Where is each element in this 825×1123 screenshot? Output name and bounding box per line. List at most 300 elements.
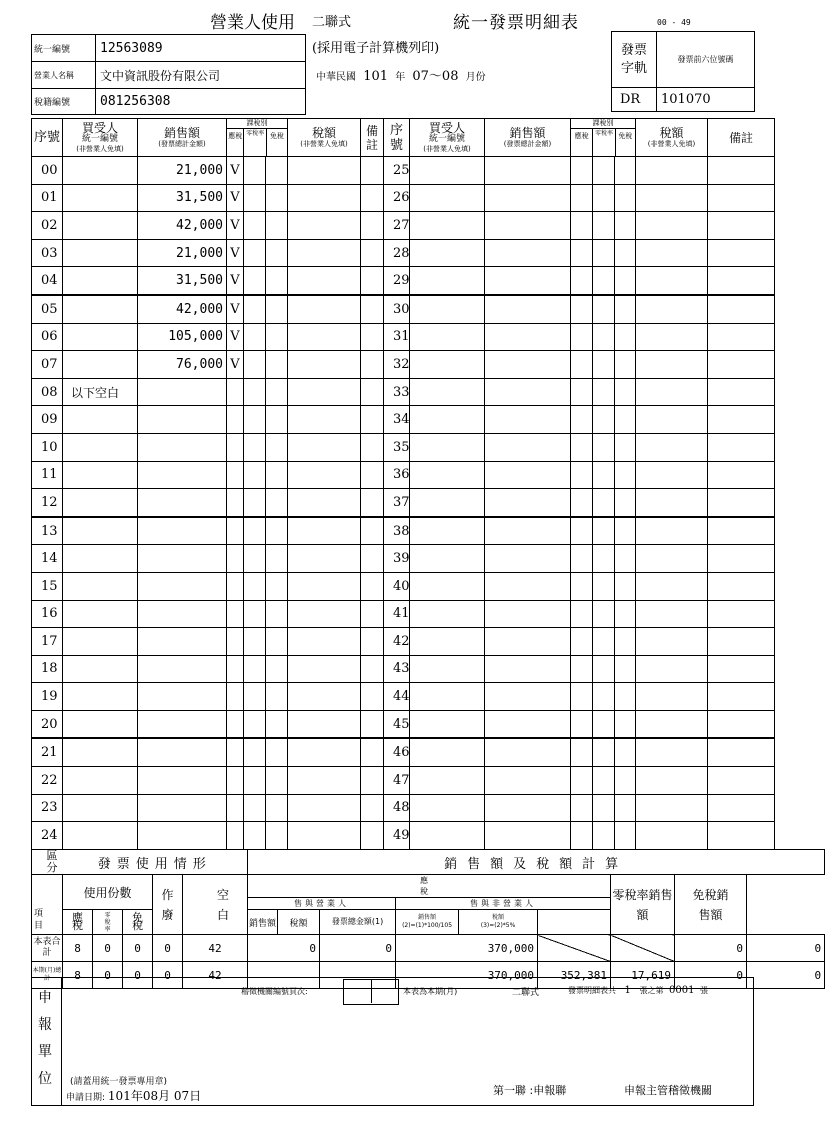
tax-header [288,119,361,157]
remark-cell [361,683,384,711]
seq-cell-right: 39 [384,545,410,573]
tax-cell [288,600,361,628]
amount-cell-right [485,794,571,822]
zero-rate-header: 零稅率 [593,129,615,156]
form-code: 00 - 49 [657,18,691,27]
tax-type-title: 課稅別 [227,119,287,129]
taxable-mark-cell-right [571,267,593,295]
page-label: 稽徵機關編號頁次: [241,987,308,996]
remark-cell [361,157,384,185]
to-business-header: 售與營業人 [248,898,396,910]
amount-cell [138,461,227,489]
taxable-mark-cell-right [571,738,593,766]
zero-rate-cell [244,184,266,212]
seq-cell-right: 48 [384,794,410,822]
tax-cell-right [636,545,708,573]
blank-header: 空白 [183,875,248,935]
exempt-cell-right [615,157,636,185]
seq-cell-right: 31 [384,323,410,351]
tax-cell [288,295,361,323]
sum-taxable-header: 應稅 [63,910,93,935]
amount-cell: 105,000 [138,323,227,351]
taxable-mark-cell-right [571,157,593,185]
amount-cell-right [485,378,571,406]
invoice-track-box [611,31,755,112]
tax-cell-right [636,683,708,711]
sales-formula-header: 銷售額 (2)=(1)*100/105 [396,910,459,935]
buyer-cell [63,738,138,766]
buyer-header-sub: 統一編號 [81,133,118,144]
buyer-cell-right [410,822,485,850]
remark-cell [361,212,384,240]
exempt-cell-right [615,323,636,351]
table-row [32,822,775,850]
sales-tax-calc-header: 銷售額及稅額計算 [248,850,825,875]
exempt-cell [266,406,288,434]
sales-header-title: 銷售額 [509,126,546,140]
seq-cell: 06 [32,323,63,351]
tax-cell-right [636,184,708,212]
seq-cell: 20 [32,710,63,738]
exempt-cell-right [615,822,636,850]
zero-rate-cell-right [593,323,615,351]
seq-cell: 01 [32,184,63,212]
remark-cell-right [708,378,775,406]
zero-rate-cell [244,655,266,683]
amount-cell-right [485,323,571,351]
taxable-mark-cell-right [571,794,593,822]
exempt-cell-right [615,433,636,461]
buyer-cell-right [410,295,485,323]
taxable-mark-cell-right [571,461,593,489]
amount-cell: 21,000 [138,157,227,185]
amount-cell-right [485,212,571,240]
seq-cell-right: 44 [384,683,410,711]
remark-cell [361,794,384,822]
buyer-header-note: (非營業人免填) [423,144,471,153]
tax-reg-value: 081256308 [96,89,306,115]
declarant-label: 申報單位 [38,990,52,1087]
remark-cell-right [708,628,775,656]
seq-cell: 22 [32,767,63,795]
table-row [32,489,775,517]
amount-cell-right [485,572,571,600]
taxable-mark-cell: V [227,267,244,295]
exempt-cell [266,600,288,628]
buyer-cell [63,767,138,795]
seq-cell: 10 [32,433,63,461]
declaration-divider [61,977,62,1105]
remark-cell [361,184,384,212]
tax-cell-right [636,433,708,461]
seq-cell: 02 [32,212,63,240]
seq-cell-right: 30 [384,295,410,323]
exempt-cell-right [615,683,636,711]
amount-cell-right [485,267,571,295]
exempt-cell [266,489,288,517]
remark-cell-right [708,184,775,212]
buyer-cell-right [410,489,485,517]
tax-cell [288,710,361,738]
seq-cell: 04 [32,267,63,295]
period [316,65,486,84]
tax-id-label: 統一編號 [32,35,96,62]
exempt-cell [266,767,288,795]
remark-cell [361,517,384,545]
exempt-cell-right [615,600,636,628]
buyer-cell-right [410,267,485,295]
row1-sales-void [538,935,611,962]
buyer-cell: 以下空白 [63,378,138,406]
tax-cell [288,517,361,545]
sales-header-right [485,119,571,157]
taxable-mark-cell [227,572,244,600]
exempt-cell-right [615,738,636,766]
remark-cell-right [708,433,775,461]
zero-rate-cell-right [593,212,615,240]
zero-rate-cell [244,295,266,323]
table-row [32,433,775,461]
sales-header-note: (發票總計金額) [158,140,206,148]
remark-cell [361,239,384,267]
buyer-cell [63,683,138,711]
remark-cell-right [708,738,775,766]
row1-exempt: 0 [123,935,153,962]
buyer-cell-right [410,323,485,351]
amount-cell-right [485,710,571,738]
amount-cell [138,433,227,461]
exempt-cell [266,628,288,656]
period-month-unit: 月份 [465,72,486,83]
amount-cell-right [485,655,571,683]
remark-cell-right [708,295,775,323]
tax-cell [288,157,361,185]
zero-rate-cell-right [593,738,615,766]
buyer-cell [63,600,138,628]
buyer-cell-right [410,572,485,600]
remark-cell [361,461,384,489]
item-label: 項目 [32,875,63,935]
tax-cell-right [636,267,708,295]
buyer-cell [63,239,138,267]
title-left: 營業人使用 [210,13,295,33]
seq-cell: 24 [32,822,63,850]
sum-exempt-header: 免稅 [123,910,153,935]
company-info [31,34,306,115]
amount-cell-right [485,517,571,545]
taxable-mark-cell: V [227,184,244,212]
row2-zero-sales: 0 [675,962,747,989]
remark-header-right: 備註 [708,119,775,157]
zero-rate-cell-right [593,295,615,323]
seq-cell: 11 [32,461,63,489]
tax-cell-right [636,461,708,489]
seq-cell-right: 32 [384,351,410,379]
seq-cell-right: 41 [384,600,410,628]
amount-cell [138,822,227,850]
buyer-cell-right [410,461,485,489]
sheet-no: 0001 [669,985,695,996]
buyer-cell-right [410,239,485,267]
tax-cell-right [636,406,708,434]
exempt-cell-right [615,572,636,600]
track-number: 101070 [657,88,755,112]
buyer-cell [63,406,138,434]
seq-cell-right: 38 [384,517,410,545]
tax-cell [288,738,361,766]
summary-table [31,849,825,989]
tax-cell-right [636,628,708,656]
tax-cell-right [636,239,708,267]
buyer-cell-right [410,600,485,628]
remark-cell [361,545,384,573]
biz-sales-header: 銷售額 [248,910,278,935]
seq-cell: 05 [32,295,63,323]
remark-cell-right [708,794,775,822]
zero-rate-cell-right [593,433,615,461]
zero-rate-cell-right [593,683,615,711]
row2-void: 0 [153,962,183,989]
exempt-cell [266,295,288,323]
taxable-mark-cell-right [571,378,593,406]
exempt-cell-right [615,628,636,656]
taxable-mark-cell-right [571,351,593,379]
exempt-cell-right [615,212,636,240]
taxable-mark-cell [227,600,244,628]
remark-cell-right [708,572,775,600]
taxable-mark-cell-right [571,710,593,738]
period-year: 101 [363,69,389,84]
amount-cell-right [485,351,571,379]
seq-cell: 16 [32,600,63,628]
buyer-cell-right [410,351,485,379]
zero-rate-cell-right [593,378,615,406]
buyer-cell [63,157,138,185]
buyer-cell-right [410,517,485,545]
table-row [32,600,775,628]
buyer-cell [63,212,138,240]
seq-cell: 19 [32,683,63,711]
tax-cell-right [636,378,708,406]
exempt-cell-right [615,489,636,517]
row2-blank: 42 [183,962,248,989]
page-title: 統一發票明細表 [453,13,579,33]
seq-cell: 13 [32,517,63,545]
buyer-cell [63,545,138,573]
exempt-cell [266,239,288,267]
exempt-cell-right [615,461,636,489]
amount-cell: 42,000 [138,295,227,323]
exempt-cell [266,184,288,212]
zero-rate-cell-right [593,767,615,795]
remark-cell [361,489,384,517]
amount-cell-right [485,406,571,434]
zero-rate-cell [244,572,266,600]
zero-rate-cell-right [593,628,615,656]
tax-cell [288,378,361,406]
tax-cell-right [636,767,708,795]
print-note: (採用電子計算機列印) [312,41,440,56]
tax-header-note: (非營業人免填) [300,140,348,148]
amount-cell: 31,500 [138,267,227,295]
zero-rate-cell-right [593,489,615,517]
zero-rate-cell [244,600,266,628]
table-row [32,212,775,240]
row1-biz-tax: 0 [320,935,396,962]
exempt-cell [266,212,288,240]
seq-cell-right: 47 [384,767,410,795]
remark-cell-right [708,767,775,795]
remark-cell-right [708,655,775,683]
zero-rate-sales-header: 零稅率銷售額 [611,875,675,935]
table-row [32,184,775,212]
taxable-mark-cell-right [571,239,593,267]
exempt-cell-right [615,184,636,212]
exempt-cell-right [615,378,636,406]
taxable-mark-cell-right [571,545,593,573]
page-number-divider [371,979,372,1003]
taxable-mark-cell-right [571,406,593,434]
taxable-mark-cell [227,433,244,461]
amount-cell-right [485,683,571,711]
taxable-mark-cell-right [571,628,593,656]
amount-cell [138,738,227,766]
remark-cell [361,323,384,351]
zero-rate-cell [244,545,266,573]
remark-cell [361,351,384,379]
zero-rate-cell [244,267,266,295]
remark-cell-right [708,157,775,185]
zero-rate-cell-right [593,710,615,738]
remark-cell-right [708,461,775,489]
table-row [32,323,775,351]
seq-cell: 23 [32,794,63,822]
amount-cell-right [485,239,571,267]
exempt-cell-right [615,794,636,822]
buyer-cell-right [410,212,485,240]
exempt-cell [266,461,288,489]
row2-label: 本期(月)總計 [32,962,63,989]
buyer-cell-right [410,433,485,461]
amount-cell-right [485,295,571,323]
remark-cell-right [708,710,775,738]
buyer-cell [63,323,138,351]
exempt-cell [266,655,288,683]
track-code: DR [612,88,657,112]
remark-cell-right [708,545,775,573]
amount-cell [138,545,227,573]
amount-cell [138,683,227,711]
remark-cell [361,600,384,628]
period-year-unit: 年 [395,72,406,83]
remark-cell [361,295,384,323]
tax-cell [288,239,361,267]
remark-cell [361,378,384,406]
tax-cell [288,822,361,850]
row1-biz-sales: 0 [248,935,320,962]
seq-cell-right: 29 [384,267,410,295]
taxable-mark-cell: V [227,157,244,185]
biz-tax-header: 稅額 [278,910,320,935]
table-row [32,295,775,323]
zero-rate-cell [244,767,266,795]
remark-cell [361,710,384,738]
buyer-header-title: 買受人 [428,120,465,135]
row1-zero-sales: 0 [675,935,747,962]
buyer-cell-right [410,794,485,822]
row1-exempt-sales: 0 [747,935,825,962]
amount-cell [138,794,227,822]
tax-formula-header: 稅額 (3)=(2)*5% [459,910,538,935]
row1-label: 本表合計 [32,935,63,962]
taxable-mark-cell-right [571,655,593,683]
taxable-section-header: 應稅 [248,875,611,898]
period-months: 07～08 [412,69,459,84]
seq-cell-right: 33 [384,378,410,406]
remark-cell-right [708,406,775,434]
remark-cell [361,655,384,683]
tax-cell-right [636,710,708,738]
buyer-cell-right [410,184,485,212]
row2-exempt: 0 [123,962,153,989]
buyer-cell-right [410,655,485,683]
tax-cell [288,433,361,461]
taxable-mark-cell: V [227,323,244,351]
table-row [32,239,775,267]
row1-taxable: 8 [63,935,93,962]
remark-cell-right [708,267,775,295]
seq-cell: 14 [32,545,63,573]
exempt-cell-right [615,295,636,323]
buyer-cell-right [410,406,485,434]
zero-rate-cell [244,351,266,379]
zero-rate-cell [244,323,266,351]
amount-cell: 42,000 [138,212,227,240]
exempt-cell [266,572,288,600]
taxable-mark-cell [227,710,244,738]
tax-type-header [227,119,288,157]
zero-rate-cell [244,710,266,738]
amount-cell-right [485,600,571,628]
row1-tax-void [611,935,675,962]
remark-cell-right [708,323,775,351]
tax-type-header-right [571,119,636,157]
tax-cell-right [636,822,708,850]
seq-cell-right: 28 [384,239,410,267]
sheet-count [568,985,708,996]
seq-cell: 21 [32,738,63,766]
exempt-cell [266,157,288,185]
seq-cell: 12 [32,489,63,517]
table-row [32,378,775,406]
to-nonbusiness-header: 售與非營業人 [396,898,611,910]
sales-header-note: (發票總計金額) [503,140,552,148]
footer-copies: 二聯式 [512,988,540,998]
buyer-cell-right [410,767,485,795]
taxable-header: 應稅 [227,129,244,156]
tax-header-title: 稅額 [311,126,336,140]
tax-cell-right [636,655,708,683]
buyer-cell-right [410,683,485,711]
seq-cell: 18 [32,655,63,683]
zero-rate-cell-right [593,461,615,489]
table-row [32,351,775,379]
date-value: 101年08月 07日 [107,1089,202,1103]
zero-rate-cell [244,461,266,489]
zero-rate-cell-right [593,600,615,628]
buyer-header-sub: 統一編號 [428,133,465,144]
seq-header-right: 序號 [384,119,410,157]
